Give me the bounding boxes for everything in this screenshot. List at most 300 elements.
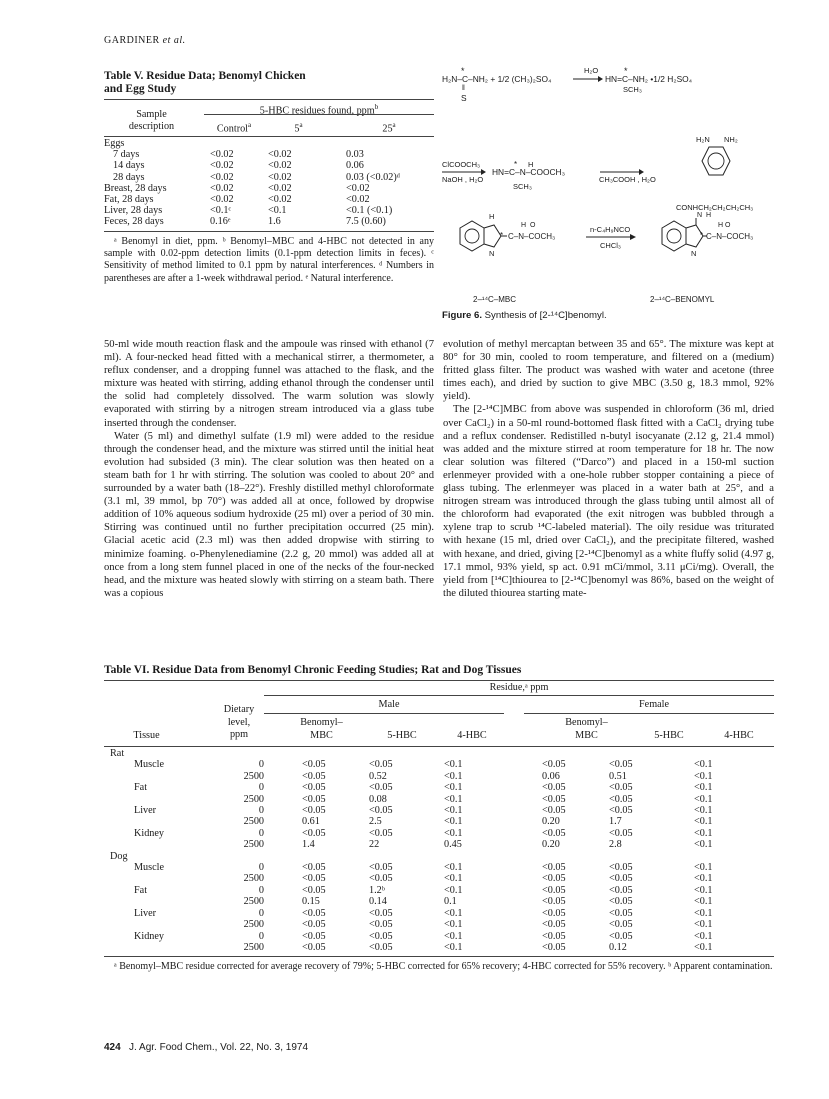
eq1-arrow-label: H₂O — [584, 66, 599, 75]
table6-cell: <0.05 — [609, 884, 633, 896]
table6-row — [104, 782, 774, 793]
table5-cell: <0.1 — [268, 205, 287, 217]
table6-cell: <0.05 — [302, 782, 326, 794]
table6-cell: <0.1 — [694, 930, 713, 942]
figure6-caption-label: Figure 6. — [442, 310, 482, 321]
table5-row — [104, 194, 434, 205]
table6-row-level: 2500 — [243, 793, 264, 805]
table6-row-level: 0 — [258, 782, 264, 794]
table6-cell: <0.05 — [542, 884, 566, 896]
table5-cell — [204, 138, 268, 149]
table6-cell — [504, 748, 599, 759]
eq3-left-group: C–N–COCH₃ — [508, 232, 556, 241]
table6-row-level — [204, 748, 264, 759]
table5-cell: <0.1 (<0.1) — [346, 205, 393, 217]
table5-rule-mid — [104, 136, 434, 137]
table6-row-level: 2500 — [243, 919, 264, 931]
table6-cell: <0.05 — [609, 862, 633, 874]
table6-cell: <0.05 — [542, 930, 566, 942]
table6-cell: <0.05 — [302, 941, 326, 953]
table5-row-label: 28 days — [113, 171, 145, 183]
table5-row — [104, 172, 434, 183]
table5-spanner-note: b — [374, 103, 379, 111]
table6-cell: <0.05 — [542, 759, 566, 771]
table6-row-tissue: Fat — [134, 884, 148, 896]
table6-cell: 1.4 — [302, 839, 315, 851]
table6-cell: 0.06 — [542, 770, 560, 782]
table6-row — [104, 931, 774, 942]
table5-spanner-text: 5-HBC residues found, ppm — [259, 105, 375, 117]
table6-cell: <0.05 — [609, 873, 633, 885]
table6-cell: <0.05 — [302, 827, 326, 839]
table6-cell: <0.05 — [369, 827, 393, 839]
table6-cell: <0.1 — [694, 941, 713, 953]
table5-col-25-label: 25 — [382, 123, 393, 135]
table6-caption: Table VI. Residue Data from Benomyl Chronic Feeding Studies; Rat and Dog Tissues — [104, 664, 522, 676]
mbc-nh: H — [489, 212, 495, 221]
label-star-5: * — [700, 231, 704, 240]
table6-row — [104, 885, 774, 896]
table6-cell: <0.05 — [542, 827, 566, 839]
table5-caption-line1: Table V. Residue Data; Benomyl Chicken — [104, 70, 306, 82]
table6-row-tissue: Fat — [134, 782, 148, 794]
table5-row-label: Breast, 28 days — [104, 182, 167, 194]
table6-spanner-rule — [264, 695, 774, 696]
table6-cell: <0.05 — [609, 805, 633, 817]
table5-cell — [338, 138, 434, 149]
table6-row — [104, 862, 774, 873]
table6-cell: <0.05 — [369, 873, 393, 885]
table6-row — [104, 919, 774, 930]
table5-col-control-label: Control — [216, 123, 249, 135]
table6-col-male-mbc-2: MBC — [310, 729, 333, 741]
table6-cell: <0.05 — [369, 805, 393, 817]
table6-col-tissue: Tissue — [133, 730, 160, 741]
label-star-1: * — [461, 66, 465, 76]
diamine-nh2-left: H₂N — [696, 135, 710, 144]
table6-row-level: 0 — [258, 884, 264, 896]
table6-row — [104, 828, 774, 839]
table6-rule-bottom — [104, 956, 774, 957]
table5-stub-header — [104, 109, 199, 133]
table5-footnote: ᵃ Benomyl in diet, ppm. ᵇ Benomyl–MBC and 4-HBC not detected in any sample with 0.02-ppm detection limits (0.1-ppm detection limits in feces). ᶜ Sensitivity of method limited to 0.1 ppm by natural interferences. ᵈ Numbers in parentheses are after a 1-week withdrawal period. ᵉ Natural interference. — [104, 236, 434, 284]
figure6-scheme — [442, 62, 754, 320]
eq2-sch3: SCH₃ — [513, 182, 532, 191]
table6-cell: <0.1 — [694, 770, 713, 782]
table6-cell: <0.05 — [542, 873, 566, 885]
table6-cell: <0.05 — [542, 919, 566, 931]
table6-cell: 0.52 — [369, 770, 387, 782]
table6-cell: <0.1 — [444, 770, 463, 782]
diamine-nh2-right: NH₂ — [724, 135, 738, 144]
table5-row-label: Feces, 28 days — [104, 216, 164, 228]
table5-cell: <0.02 — [268, 160, 292, 172]
table6-cell: 0.15 — [302, 896, 320, 908]
label-star-2: * — [624, 66, 628, 76]
figure6-caption — [442, 310, 607, 321]
table6-cell: <0.1 — [694, 862, 713, 874]
table6-row-level: 0 — [258, 907, 264, 919]
table5-row — [104, 183, 434, 194]
eq2-reagent-top: ClCOOCH₃ — [442, 160, 481, 169]
mbc-n: N — [489, 249, 495, 258]
table6-cell: <0.1 — [444, 759, 463, 771]
table6-cell: <0.1 — [694, 816, 713, 828]
table6-row-level: 0 — [258, 930, 264, 942]
table5-row-label: 14 days — [113, 160, 145, 172]
eq3-reagent-bottom: CHCl₃ — [600, 241, 621, 250]
table6-col-female-mbc — [549, 717, 624, 742]
table6-rule-mid — [104, 746, 774, 747]
table6-row — [104, 896, 774, 907]
table6-cell: <0.1 — [444, 919, 463, 931]
table5-cell: <0.02 — [210, 171, 234, 183]
left-col-para-2: Water (5 ml) and dimethyl sulfate (1.9 ml) were added to the residue through the condenser head, and the mixture was stirred until the initial heat evolution had subsided (3 min). The clear solution was then heated on a steam bath for 1 hr with stirring. The solution was cooled to about 20° and surrounded by a water bath (18–22°). Freshly distilled methyl chloroformate (3.1 ml, 39 mmol, bp 70°) was added all at once, followed by dropwise addition of 10% aqueous sodium hydroxide (25 ml) over a period of 30 min. Stirring was continued until no further precipitation occurred (25 min). Glacial acetic acid (2.3 ml) was then added dropwise with stirring to minimize foaming. o-Phenylenediamine (2.2 g, 20 mmol) was added all at once from a long stem funnel placed in one of the necks of the four-necked head, and the mixture was heated slowly with stirring on a steam bath. There was a copious — [104, 430, 434, 599]
right-col-para-2: The [2-¹⁴C]MBC from above was suspended in chloroform (36 ml, dried over CaCl₂) in a 50-ml round-bottomed flask fitted with a CaCl₂ drying tube and a reflux condenser. Redistilled n-butyl isocyanate (2.12 g, 21.4 mmol) was added and the mixture stirred at room temperature for 18 hr. The now clear solution was filtered (“Darco”) and placed in a 150-ml suction erlenmeyer provided with a one-hole rubber stopper containing a piece of glass tubing. The erlenmeyer was placed in a water bath at 25°, and a nitrogen stream was introduced through the glass tubing until almost all of the chloroform had evaporated (the exit nitrogen was bubbled through a xylene trap to scrub ¹⁴C-labeled material). The oily residue was triturated with hexane (15 ml, dried over CaCl₂), and the precipitate filtered, washed with hexane, and dried, giving [2-¹⁴C]benomyl as a white fluffy solid (4.97 g, 17.1 mmol, 93% yield, sp act. 0.91 mCi/mmol, 3.11 μCi/mg). Overall, the yield from [¹⁴C]thiourea to [2-¹⁴C]benomyl was 86%, based on the weight of the diluted thiourea starting mate- — [443, 404, 774, 599]
table6-cell: <0.05 — [302, 759, 326, 771]
table5-cell: <0.02 — [268, 194, 292, 206]
label-2-14c-benomyl: 2–¹⁴C–BENOMYL — [650, 295, 715, 304]
eq2-right-reagent: CH₃COOH , H₂O — [599, 175, 656, 184]
table5-rule-top — [104, 99, 434, 100]
table5-cell: <0.02 — [210, 149, 234, 161]
table5-rule-bottom — [104, 231, 434, 232]
table5-cell: 0.16ᵉ — [210, 216, 231, 228]
table6-cell: 0.12 — [609, 941, 627, 953]
table6-cell: <0.05 — [369, 941, 393, 953]
table6-cell: 1.7 — [609, 816, 622, 828]
table6-cell: <0.05 — [302, 873, 326, 885]
table5-col-25 — [354, 121, 424, 134]
table6-cell: <0.05 — [542, 805, 566, 817]
table6-cell — [264, 748, 359, 759]
table6-cell: 0.51 — [609, 770, 627, 782]
table6-cell: <0.05 — [369, 782, 393, 794]
table6-cell: 0.1 — [444, 896, 457, 908]
table5-col-control-note: a — [248, 121, 252, 129]
table6-cell: <0.1 — [694, 782, 713, 794]
table6-cell: 0.20 — [542, 839, 560, 851]
table6-cell: <0.1 — [694, 759, 713, 771]
table6-cell — [359, 748, 434, 759]
table6-row-tissue — [104, 942, 204, 953]
table5-row — [104, 138, 434, 149]
table6-cell: <0.05 — [609, 930, 633, 942]
table6-row-tissue — [104, 873, 204, 884]
table6-cell: <0.05 — [302, 805, 326, 817]
table6-col-male-5hbc: 5-HBC — [387, 730, 417, 741]
benomyl-h-o: H O — [718, 222, 731, 229]
table6-cell: <0.05 — [302, 919, 326, 931]
table6-cell: <0.05 — [609, 782, 633, 794]
table6-cell: <0.05 — [302, 884, 326, 896]
table6-cell: <0.05 — [542, 896, 566, 908]
table6-cell — [684, 851, 774, 862]
table6-cell — [599, 851, 684, 862]
table5-body — [104, 138, 434, 228]
table6-row-tissue — [104, 794, 204, 805]
table6-cell: 0.61 — [302, 816, 320, 828]
label-2-14c-mbc: 2–¹⁴C–MBC — [473, 295, 517, 304]
table5-cell: <0.02 — [268, 171, 292, 183]
table6-row-tissue — [104, 839, 204, 850]
benomyl-n: N — [691, 249, 697, 258]
table6-cell: 0.14 — [369, 896, 387, 908]
table6-col-male-4hbc: 4-HBC — [457, 730, 487, 741]
table5-stub-header-line1: Sample — [136, 109, 167, 120]
eq3-arrow — [586, 233, 636, 241]
table5-col-control — [199, 121, 269, 134]
table6-cell: <0.05 — [542, 793, 566, 805]
table6-row-level: 2500 — [243, 873, 264, 885]
table5-row-label: Fat, 28 days — [104, 194, 154, 206]
table5-caption-line2: and Egg Study — [104, 83, 177, 95]
table6-row-tissue: Muscle — [134, 862, 164, 874]
table6-cell: <0.1 — [444, 816, 463, 828]
table5-row — [104, 205, 434, 216]
table6-cell: <0.1 — [694, 896, 713, 908]
table6-col-male-mbc — [284, 717, 359, 742]
table6-cell: <0.1 — [694, 827, 713, 839]
table6-cell: <0.1 — [444, 793, 463, 805]
running-head-author: GARDINER — [104, 35, 160, 46]
table5-row-label: Liver, 28 days — [104, 205, 163, 217]
table6-row-level — [204, 851, 264, 862]
table6-cell: <0.1 — [444, 884, 463, 896]
table5-cell: 0.03 — [346, 149, 364, 161]
table6-cell: <0.05 — [542, 941, 566, 953]
table6-cell: 0.08 — [369, 793, 387, 805]
table6-cell: <0.1 — [444, 862, 463, 874]
table6-cell: <0.05 — [542, 782, 566, 794]
table6-row-tissue: Rat — [110, 748, 125, 759]
table6-row — [104, 759, 774, 770]
table5-spanner-rule — [204, 114, 434, 115]
eq2-h: H — [528, 160, 534, 169]
table6-cell: <0.05 — [302, 770, 326, 782]
table6-cell: <0.1 — [444, 805, 463, 817]
table6-cell: 0.20 — [542, 816, 560, 828]
eq3-right-chain: CONHCH₂CH₂CH₂CH₃ — [676, 203, 754, 212]
table6-cell — [264, 851, 359, 862]
table6-cell: <0.05 — [369, 919, 393, 931]
table6-cell: <0.1 — [694, 907, 713, 919]
table6-cell — [359, 851, 434, 862]
table6-row-tissue: Kidney — [134, 827, 164, 839]
table6-row — [104, 942, 774, 953]
table5-col-25-note: a — [392, 121, 396, 129]
right-column — [443, 338, 774, 600]
table6-cell: 2.8 — [609, 839, 622, 851]
eq1-arrow — [573, 74, 603, 84]
table6-cell: <0.05 — [609, 827, 633, 839]
table6-cell: <0.05 — [609, 759, 633, 771]
table6-row-level: 2500 — [243, 896, 264, 908]
table6-col-male-mbc-1: Benomyl– — [300, 717, 343, 728]
label-star-4: * — [500, 231, 504, 240]
table5-row — [104, 160, 434, 171]
table5-stub-header-line2: description — [128, 121, 175, 132]
table6-cell: <0.05 — [609, 907, 633, 919]
table5-col-5-label: 5 — [294, 123, 300, 135]
table5-col-5 — [271, 121, 326, 134]
table6-cell: <0.1 — [694, 884, 713, 896]
table5-caption — [104, 70, 434, 96]
table6-cell — [434, 851, 504, 862]
table6-row-level: 2500 — [243, 941, 264, 953]
page-footer — [104, 1042, 308, 1053]
table5-row — [104, 149, 434, 160]
table6-row-tissue — [104, 816, 204, 827]
table6-cell: <0.05 — [302, 907, 326, 919]
table6-female-rule — [524, 713, 774, 714]
eq1-right: HN=C–NH₂ •1/2 H₂SO₄ — [605, 74, 693, 84]
table5-cell: <0.02 — [268, 182, 292, 194]
page-number: 424 — [104, 1042, 121, 1053]
table6-cell: <0.1 — [444, 941, 463, 953]
table5-col-5-note: a — [299, 121, 303, 129]
table6-cell — [504, 851, 599, 862]
table6-cell: <0.05 — [542, 862, 566, 874]
table6-header — [104, 682, 774, 742]
table6-cell: <0.05 — [542, 907, 566, 919]
table6-row-tissue: Liver — [134, 805, 157, 817]
table6-cell: 22 — [369, 839, 380, 851]
table5-row-label: 7 days — [113, 149, 140, 161]
table5-cell: <0.02 — [346, 194, 370, 206]
table6-row — [104, 771, 774, 782]
table6-cell: <0.05 — [609, 793, 633, 805]
table6-body — [104, 748, 774, 953]
eq1-double-bond: ‖ — [462, 85, 465, 92]
table6-cell: <0.1 — [694, 873, 713, 885]
eq1-s: S — [461, 93, 467, 103]
table6-row-level: 0 — [258, 827, 264, 839]
table5-row-label: Eggs — [104, 138, 125, 149]
table6-cell: <0.1 — [694, 793, 713, 805]
table5-cell: 0.06 — [346, 160, 364, 172]
table6-col-female-4hbc: 4-HBC — [724, 730, 754, 741]
benomyl-n-h: N H — [697, 212, 711, 219]
table6-row-level: 2500 — [243, 770, 264, 782]
left-col-para-1: 50-ml wide mouth reaction flask and the ampoule was rinsed with ethanol (7 ml). A four-necked head fitted with a mechanical stirrer, a thermometer, a reflux condenser, and a dropping funnel was attached to the flask, and the mixture was heated with stirring, adding ethanol through the condenser until the solid had completely dissolved. The warm solution was slowly evaporated with stirring by a nitrogen stream introduced via a glass tube inserted through the condenser. — [104, 339, 434, 429]
table6-cell: <0.1 — [444, 782, 463, 794]
table6-row — [104, 908, 774, 919]
table5-cell: 1.6 — [268, 216, 281, 228]
table6-cell: <0.1 — [694, 805, 713, 817]
running-head — [104, 35, 186, 46]
label-star-3: * — [514, 160, 518, 169]
table6-row-level: 0 — [258, 805, 264, 817]
table6-male-rule — [264, 713, 504, 714]
eq3-reagent-top: n-C₄H₉NCO — [590, 225, 631, 234]
table6-row-tissue — [104, 896, 204, 907]
table6-row — [104, 851, 774, 862]
table6-row-tissue — [104, 919, 204, 930]
table6-cell: 0.45 — [444, 839, 462, 851]
table6-cell: <0.05 — [302, 862, 326, 874]
table6-row-level: 2500 — [243, 816, 264, 828]
journal-citation: J. Agr. Food Chem., Vol. 22, No. 3, 1974 — [129, 1042, 309, 1053]
table6-cell — [434, 748, 504, 759]
table6-col-level-1: Dietary — [223, 704, 255, 715]
table6-cell: <0.05 — [369, 930, 393, 942]
table6-spanner: Residue,ᵃ ppm — [489, 682, 549, 693]
table5-row — [104, 216, 434, 227]
left-column — [104, 338, 434, 600]
table6-cell: <0.05 — [302, 930, 326, 942]
table6-col-female-mbc-1: Benomyl– — [565, 717, 608, 728]
table6-row-level: 0 — [258, 759, 264, 771]
table5-cell: <0.02 — [268, 149, 292, 161]
table6-row — [104, 839, 774, 850]
eq3-right-group: C–N–COCH₃ — [706, 232, 754, 241]
table6-cell: 1.2ᵇ — [369, 884, 385, 896]
table6-col-level — [199, 704, 279, 742]
right-col-para-1: evolution of methyl mercaptan between 35 and 65°. The mixture was kept at 80° for 30 min, cooled to room temperature, and filtered on a (medium) fritted glass filter. The product was washed with water and acetone (three times each), and dried by suction to give MBC (3.50 g, 18.3 mmol, 92% yield). — [443, 339, 774, 403]
running-head-etal: et al. — [162, 35, 186, 46]
table6-row — [104, 794, 774, 805]
table6-rule-top — [104, 680, 774, 681]
eq1-left: H₂N–C–NH₂ + 1/2 (CH₃)₂SO₄ — [442, 74, 552, 84]
table5-cell: 7.5 (0.60) — [346, 216, 386, 228]
table6-cell: <0.1 — [444, 907, 463, 919]
table6-row-tissue: Dog — [110, 850, 128, 862]
eq2-reagent-bottom: NaOH , H₂O — [442, 175, 484, 184]
table6-female: Female — [639, 699, 669, 710]
table5-cell: <0.02 — [210, 182, 234, 194]
table6-row — [104, 805, 774, 816]
table6-row — [104, 748, 774, 759]
table6-col-level-2: level, — [227, 716, 251, 728]
figure6-caption-text: Synthesis of [2-¹⁴C]benomyl. — [484, 310, 607, 321]
table6-cell: <0.05 — [369, 759, 393, 771]
table6-cell: <0.05 — [369, 907, 393, 919]
table6-row — [104, 873, 774, 884]
table6-cell: <0.05 — [609, 919, 633, 931]
table5-cell: 0.03 (<0.02)ᵈ — [346, 171, 400, 183]
table6-row-tissue: Muscle — [134, 759, 164, 771]
table6-male: Male — [378, 699, 400, 710]
table6-row-tissue: Liver — [134, 907, 157, 919]
table5-cell: <0.1ᶜ — [210, 205, 232, 217]
table5-cell — [268, 138, 338, 149]
table6-cell — [599, 748, 684, 759]
mbc-h-o: H O — [521, 222, 536, 229]
eq2-product: HN=C–N–COOCH₃ — [492, 167, 565, 177]
table6-cell: <0.05 — [369, 862, 393, 874]
table6-cell: 2.5 — [369, 816, 382, 828]
table6-cell: <0.1 — [694, 839, 713, 851]
table6-col-female-mbc-2: MBC — [575, 729, 598, 741]
table6-cell — [684, 748, 774, 759]
benzimidazole-right — [652, 218, 752, 266]
o-phenylenediamine-ring — [689, 144, 741, 184]
table6-col-female-5hbc: 5-HBC — [654, 730, 684, 741]
table5-cell: <0.02 — [210, 160, 234, 172]
table6-cell: <0.1 — [444, 827, 463, 839]
eq1-sch3: SCH₃ — [623, 85, 642, 94]
table6-footnote: ᵃ Benomyl–MBC residue corrected for average recovery of 79%; 5-HBC corrected for 65% recovery; 4-HBC corrected for 55% recovery. ᵇ Apparent contamination. — [114, 961, 773, 972]
table6-cell: <0.1 — [444, 873, 463, 885]
table6-col-level-3: ppm — [229, 729, 249, 740]
table6-row-level: 2500 — [243, 839, 264, 851]
table5-cell: <0.02 — [210, 194, 234, 206]
table6-cell: <0.05 — [302, 793, 326, 805]
table6-cell: <0.1 — [694, 919, 713, 931]
table6-row-tissue: Kidney — [134, 930, 164, 942]
table6-cell: <0.05 — [609, 896, 633, 908]
